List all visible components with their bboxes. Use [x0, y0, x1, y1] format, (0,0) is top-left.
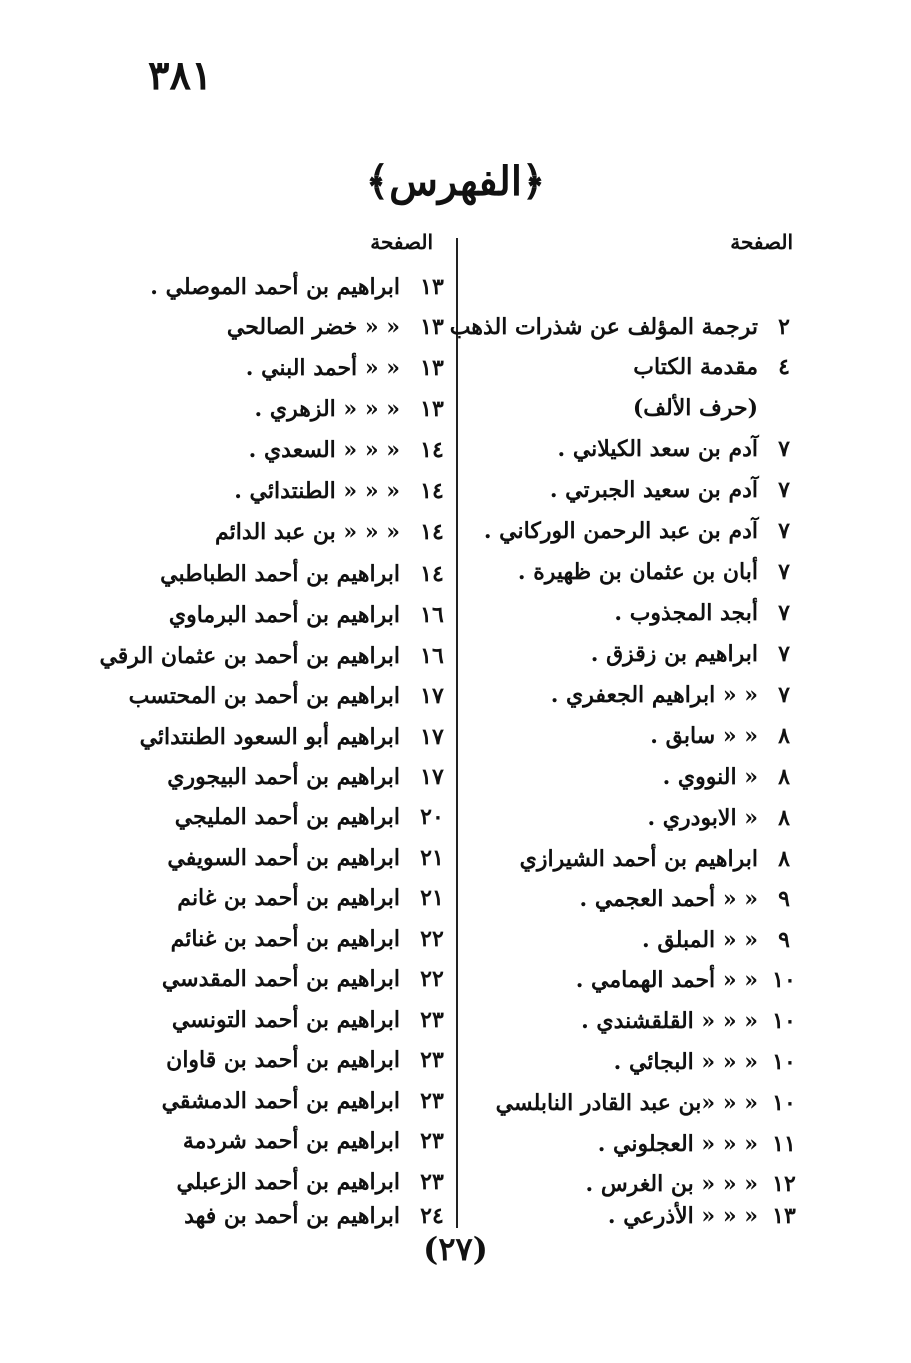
- entry-text: آدم بن سعيد الجبرتي .: [549, 477, 758, 503]
- entry-page: ١٧: [420, 764, 444, 790]
- entry-page: ١٠: [772, 1049, 796, 1075]
- index-title: ﴿الفهرس﴾: [365, 158, 546, 205]
- entry-page: ٢١: [420, 845, 444, 871]
- index-entry: [130, 471, 452, 511]
- entry-text: « « « الطنتدائي .: [234, 478, 400, 504]
- index-entry: [460, 552, 800, 592]
- entry-page: ١٧: [420, 724, 444, 750]
- entry-page: ١٤: [420, 519, 444, 545]
- entry-page: ١٦: [420, 643, 444, 669]
- entry-page: ٨: [778, 846, 790, 872]
- right-column-header: الصفحة: [730, 230, 793, 254]
- index-entry: [130, 1000, 452, 1040]
- entry-text: ابراهيم بن أحمد الطباطبي: [160, 561, 400, 587]
- index-entry: [460, 798, 800, 838]
- entry-page: ٨: [778, 764, 790, 790]
- entry-page: ٢٠: [420, 804, 444, 830]
- index-entry: [460, 593, 800, 633]
- entry-page: ١٣: [420, 355, 444, 381]
- entry-page: ٢: [778, 314, 790, 340]
- index-entry: [460, 1001, 800, 1041]
- index-entry: [460, 470, 800, 510]
- entry-text: ابراهيم بن أحمد التونسي: [171, 1007, 400, 1033]
- entry-page: ١٣: [772, 1203, 796, 1229]
- entry-page: ٢٣: [420, 1047, 444, 1073]
- index-entry: [460, 347, 800, 387]
- entry-page: ١٤: [420, 437, 444, 463]
- index-entry: [460, 388, 800, 428]
- entry-page: ٧: [778, 559, 790, 585]
- entry-page: ١٧: [420, 683, 444, 709]
- entry-text: « النووي .: [662, 764, 758, 790]
- entry-text: « « « بن الغرس .: [585, 1171, 758, 1197]
- index-entry: [130, 348, 452, 388]
- entry-page: ١٤: [420, 561, 444, 587]
- entry-text: ابراهيم بن أحمد الزعبلي: [176, 1169, 400, 1195]
- index-entry: [460, 960, 800, 1000]
- entry-text: « « « البجائي .: [613, 1049, 758, 1075]
- index-entry: [130, 959, 452, 999]
- index-entry: [460, 429, 800, 469]
- index-entry: [130, 878, 452, 918]
- entry-text: « الابودري .: [647, 805, 758, 831]
- entry-text: « « « بن عبد الدائم: [215, 519, 400, 545]
- entry-page: ١٢: [772, 1171, 796, 1197]
- entry-text: « « « الأذرعي .: [607, 1203, 758, 1229]
- entry-page: ٢٣: [420, 1088, 444, 1114]
- entry-page: ٩: [778, 886, 790, 912]
- entry-text: ابراهيم بن أحمد بن قاوان: [166, 1047, 400, 1073]
- entry-page: ٢٤: [420, 1203, 444, 1229]
- entry-text: « « أحمد البني .: [245, 355, 400, 381]
- entry-page: ١٠: [772, 1090, 796, 1116]
- index-entry: [460, 716, 800, 756]
- index-entry: [130, 267, 452, 307]
- entry-text: « « «بن عبد القادر النابلسي: [495, 1090, 758, 1116]
- index-entry: [130, 512, 452, 552]
- index-entry: [460, 1124, 800, 1164]
- entry-text: آدم بن عبد الرحمن الوركاني .: [483, 518, 758, 544]
- entry-text: ابراهيم بن أحمد البرماوي: [168, 602, 400, 628]
- entry-text: ابراهيم بن أحمد السويفي: [167, 845, 400, 871]
- index-entry: [130, 1040, 452, 1080]
- entry-text: « « « القلقشندي .: [581, 1008, 758, 1034]
- entry-page: ١٠: [772, 1008, 796, 1034]
- entry-text: ابراهيم بن أحمد المليجي: [174, 804, 400, 830]
- index-entry: [460, 634, 800, 674]
- entry-text: « « ابراهيم الجعفري .: [550, 682, 758, 708]
- entry-page: ٧: [778, 518, 790, 544]
- index-entry: [130, 717, 452, 757]
- entry-text: « « أحمد الهمامي .: [575, 967, 758, 993]
- entry-text: « « « العجلوني .: [597, 1131, 758, 1157]
- column-divider: [456, 238, 458, 1228]
- page-number: ٣٨١: [148, 52, 213, 99]
- entry-text: مقدمة الكتاب: [633, 354, 758, 380]
- entry-text: أبان بن عثمان بن ظهيرة .: [517, 559, 758, 585]
- entry-page: ٢٣: [420, 1169, 444, 1195]
- entry-text: ابراهيم بن أحمد الشيرازي: [519, 846, 758, 872]
- entry-page: ٩: [778, 927, 790, 953]
- entry-page: ٢٣: [420, 1007, 444, 1033]
- entry-text: أبجد المجذوب .: [614, 600, 758, 626]
- index-entry: [130, 389, 452, 429]
- entry-text: « « أحمد العجمي .: [579, 886, 758, 912]
- entry-page: ٧: [778, 600, 790, 626]
- index-entry: [130, 757, 452, 797]
- entry-text: « « سابق .: [650, 723, 758, 749]
- entry-text: ابراهيم بن أحمد الدمشقي: [161, 1088, 400, 1114]
- entry-text: (حرف الألف): [632, 395, 758, 421]
- index-entry: [130, 919, 452, 959]
- entry-page: ٨: [778, 805, 790, 831]
- index-entry: [449, 307, 800, 347]
- index-entry: [130, 554, 452, 594]
- entry-text: « « المبلق .: [642, 927, 758, 953]
- folio-number: (٢٧): [423, 1230, 488, 1268]
- entry-text: ابراهيم بن أحمد الموصلي .: [150, 274, 400, 300]
- entry-page: ٧: [778, 641, 790, 667]
- entry-text: ابراهيم بن أحمد شردمة: [182, 1128, 400, 1154]
- entry-page: ١٣: [420, 396, 444, 422]
- entry-text: ابراهيم بن أحمد بن عثمان الرقي: [99, 643, 400, 669]
- entry-page: ١٤: [420, 478, 444, 504]
- entry-page: ٧: [778, 682, 790, 708]
- entry-page: ٧: [778, 436, 790, 462]
- index-entry: [460, 757, 800, 797]
- entry-text: آدم بن سعد الكيلاني .: [557, 436, 758, 462]
- index-entry: [130, 797, 452, 837]
- entry-text: ابراهيم بن أحمد المقدسي: [161, 966, 400, 992]
- index-entry: [130, 838, 452, 878]
- entry-page: ٢٢: [420, 966, 444, 992]
- entry-text: ترجمة المؤلف عن شذرات الذهب: [449, 314, 758, 340]
- entry-page: ١١: [772, 1131, 796, 1157]
- index-entry: [99, 636, 452, 676]
- index-entry: [460, 675, 800, 715]
- index-entry: [130, 1081, 452, 1121]
- entry-text: ابراهيم بن أحمد البيجوري: [167, 764, 400, 790]
- index-entry: [460, 511, 800, 551]
- index-entry: [460, 839, 800, 879]
- left-column-header: الصفحة: [370, 230, 433, 254]
- index-entry: [460, 1083, 800, 1123]
- entry-text: « « « الزهري .: [254, 396, 400, 422]
- index-entry: [460, 920, 800, 960]
- entry-page: ١٠: [772, 967, 796, 993]
- entry-text: ابراهيم بن أحمد بن غانم: [177, 885, 400, 911]
- entry-text: ابراهيم بن أحمد بن فهد: [184, 1203, 400, 1229]
- index-entry: [130, 307, 452, 347]
- entry-page: ١٦: [420, 602, 444, 628]
- entry-page: ٨: [778, 723, 790, 749]
- index-entry: [130, 430, 452, 470]
- entry-text: ابراهيم بن أحمد بن غنائم: [170, 926, 400, 952]
- entry-page: ٢٢: [420, 926, 444, 952]
- entry-page: ٧: [778, 477, 790, 503]
- index-entry: [460, 1042, 800, 1082]
- entry-page: ٢١: [420, 885, 444, 911]
- index-entry: [130, 595, 452, 635]
- entry-text: ابراهيم بن زقزق .: [590, 641, 758, 667]
- entry-page: ١٣: [420, 314, 444, 340]
- entry-page: ١٣: [420, 274, 444, 300]
- entry-page: ٢٣: [420, 1128, 444, 1154]
- index-entry: [130, 676, 452, 716]
- index-entry: [130, 1121, 452, 1161]
- entry-page: ٤: [778, 354, 790, 380]
- entry-text: « « خضر الصالحي: [226, 314, 400, 340]
- entry-text: ابراهيم أبو السعود الطنتدائي: [139, 724, 400, 750]
- entry-text: « « « السعدي .: [248, 437, 400, 463]
- entry-text: ابراهيم بن أحمد بن المحتسب: [128, 683, 400, 709]
- index-entry: [460, 879, 800, 919]
